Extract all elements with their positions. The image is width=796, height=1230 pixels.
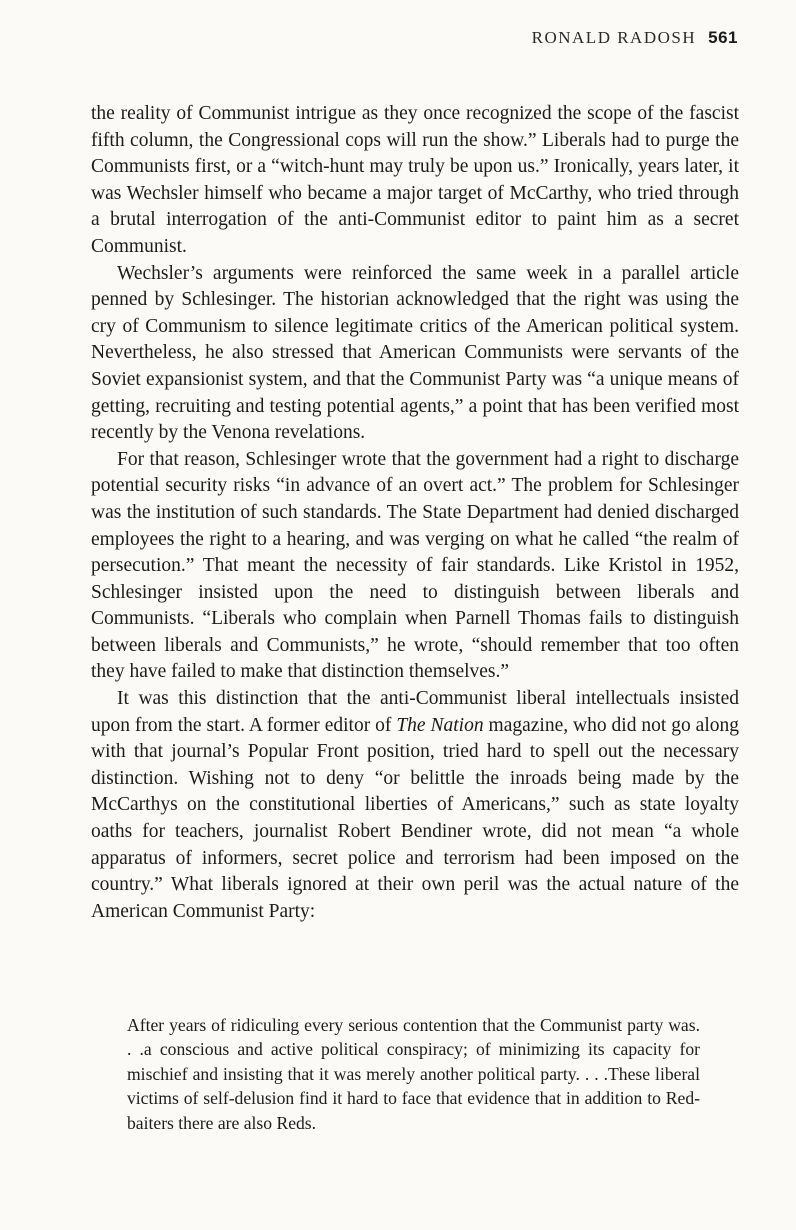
publication-title: The Nation xyxy=(396,714,484,736)
paragraph-4-text-start: It was this distinction that the anti-Communist liberal intellectuals insisted upon from the start. A former editor of xyxy=(91,688,739,736)
paragraph-2: Wechsler’s arguments were reinforced the same week in a parallel article penned by Schlesinger. The historian acknowledged that the right was using the cry of Communism to silence legitimate critics of the American political system. Nevertheless, he also stressed that American Communists were servants of the Soviet expansionist system, and that the Communist Party was “a unique means of getting, recruiting and testing potential agents,” a point that has been verified most recently by the Venona revelations. xyxy=(91,262,739,444)
running-head xyxy=(532,28,738,48)
body-text xyxy=(91,101,739,925)
paragraph-4-text-end: magazine, who did not go along with that journal’s Popular Front position, tried hard to spell out the necessary distinction. Wishing not to deny “or belittle the inroads being made by the McCarthys on the constitutional liberties of Americans,” such as state loyalty oaths for teachers, journalist Robert Bendiner wrote, did not mean “a whole apparatus of informers, secret police and terrorism had been imposed on the country.” What liberals ignored at their own peril was the actual nature of the American Communist Party: xyxy=(91,714,740,922)
block-quote xyxy=(127,1013,700,1135)
block-quote-text: After years of ridiculing every serious contention that the Communist party was. . .a conscious and active political conspiracy; of minimizing its capacity for mischief and insisting that it was merely another political party. . . .These liberal victims of self-delusion find it hard to face that evidence that in addition to Red-baiters there are also Reds. xyxy=(127,1015,700,1133)
paragraph-3: For that reason, Schlesinger wrote that the government had a right to discharge potential security risks “in advance of an overt act.” The problem for Schlesinger was the institution of such standards. The State Department had denied discharged employees the right to a hearing, and was verging on what he called “the realm of persecution.” That meant the necessity of fair standards. Like Kristol in 1952, Schlesinger insisted upon the need to distinguish between liberals and Communists. “Liberals who complain when Parnell Thomas fails to distinguish between liberals and Communists,” he wrote, “should remember that too often they have failed to make that distinction themselves.” xyxy=(91,448,739,683)
page-number: 561 xyxy=(708,28,738,47)
paragraph-1: the reality of Communist intrigue as they once recognized the scope of the fascist fifth column, the Congressional cops will run the show.” Liberals had to purge the Communists first, or a “witch-hunt may truly be upon us.” Ironically, years later, it was Wechsler himself who became a major target of McCarthy, who tried through a brutal interrogation of the anti-Communist editor to paint him as a secret Communist. xyxy=(91,103,739,257)
running-head-author: RONALD RADOSH xyxy=(531,28,697,47)
paragraph-4 xyxy=(91,686,739,925)
